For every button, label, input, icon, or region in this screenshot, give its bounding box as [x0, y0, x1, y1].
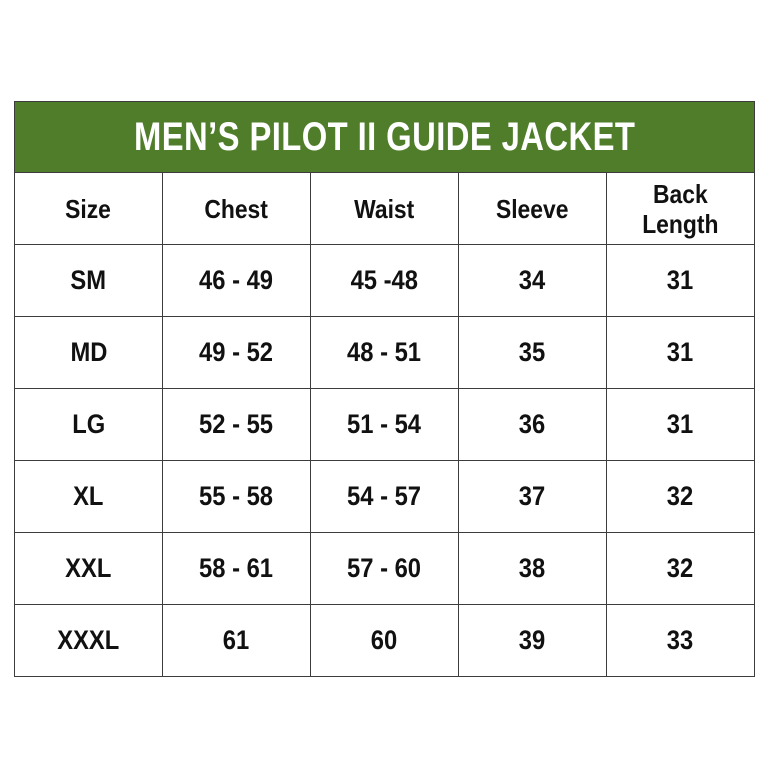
column-header-label: Sleeve: [496, 193, 569, 224]
back-length-value: 32: [667, 553, 694, 583]
size-value: MD: [70, 337, 107, 367]
table-cell: [163, 533, 311, 605]
table-row: [15, 389, 755, 461]
table-cell: [459, 317, 607, 389]
table-cell: [607, 533, 755, 605]
size-chart-table: [14, 101, 755, 677]
column-header-chest: [163, 173, 311, 245]
column-header-label: Waist: [354, 193, 415, 224]
size-value: SM: [70, 265, 107, 295]
table-row: [15, 533, 755, 605]
table-cell: [459, 605, 607, 677]
column-header-label: Size: [65, 193, 112, 224]
table-cell: [15, 317, 163, 389]
table-cell: [607, 317, 755, 389]
table-cell: [15, 245, 163, 317]
table-cell: [311, 533, 459, 605]
table-cell: [311, 317, 459, 389]
column-header-back-length: [607, 173, 755, 245]
size-value: XXL: [65, 553, 112, 583]
table-row: [15, 317, 755, 389]
table-cell: [163, 605, 311, 677]
waist-value: 54 - 57: [347, 481, 422, 511]
table-cell: [163, 317, 311, 389]
waist-value: 60: [371, 625, 398, 655]
table-cell: [15, 461, 163, 533]
waist-value: 48 - 51: [347, 337, 422, 367]
back-length-value: 31: [667, 337, 694, 367]
size-value: XXXL: [57, 625, 120, 655]
chest-value: 61: [223, 625, 250, 655]
back-length-value: 32: [667, 481, 694, 511]
table-cell: [311, 389, 459, 461]
chart-title: [15, 102, 755, 173]
table-cell: [311, 605, 459, 677]
table-cell: [15, 389, 163, 461]
table-cell: [311, 461, 459, 533]
waist-value: 51 - 54: [347, 409, 422, 439]
column-header-waist: [311, 173, 459, 245]
chest-value: 52 - 55: [199, 409, 274, 439]
waist-value: 57 - 60: [347, 553, 422, 583]
back-length-value: 33: [667, 625, 694, 655]
size-value: LG: [72, 409, 105, 439]
table-cell: [607, 245, 755, 317]
sleeve-value: 37: [519, 481, 546, 511]
sleeve-value: 36: [519, 409, 546, 439]
chest-value: 46 - 49: [199, 265, 274, 295]
table-cell: [607, 461, 755, 533]
table-cell: [607, 389, 755, 461]
column-header-label: Back Length: [642, 178, 719, 239]
table-cell: [163, 461, 311, 533]
table-cell: [163, 389, 311, 461]
chart-title-text: MEN’S PILOT II GUIDE JACKET: [133, 114, 636, 159]
table-cell: [607, 605, 755, 677]
chest-value: 55 - 58: [199, 481, 274, 511]
table-cell: [459, 389, 607, 461]
column-header-label: Chest: [204, 193, 269, 224]
table-row: [15, 245, 755, 317]
column-header-row: [15, 173, 755, 245]
table-cell: [163, 245, 311, 317]
waist-value: 45 -48: [350, 265, 419, 295]
column-header-sleeve: [459, 173, 607, 245]
back-length-value: 31: [667, 409, 694, 439]
table-cell: [15, 533, 163, 605]
column-header-size: [15, 173, 163, 245]
sleeve-value: 35: [519, 337, 546, 367]
chest-value: 58 - 61: [199, 553, 274, 583]
size-value: XL: [73, 481, 104, 511]
table-cell: [459, 245, 607, 317]
sleeve-value: 34: [519, 265, 546, 295]
table-cell: [15, 605, 163, 677]
sleeve-value: 39: [519, 625, 546, 655]
title-row: [15, 102, 755, 173]
table-cell: [459, 461, 607, 533]
table-row: [15, 605, 755, 677]
sleeve-value: 38: [519, 553, 546, 583]
table-row: [15, 461, 755, 533]
table-cell: [311, 245, 459, 317]
table-cell: [459, 533, 607, 605]
back-length-value: 31: [667, 265, 694, 295]
chest-value: 49 - 52: [199, 337, 274, 367]
